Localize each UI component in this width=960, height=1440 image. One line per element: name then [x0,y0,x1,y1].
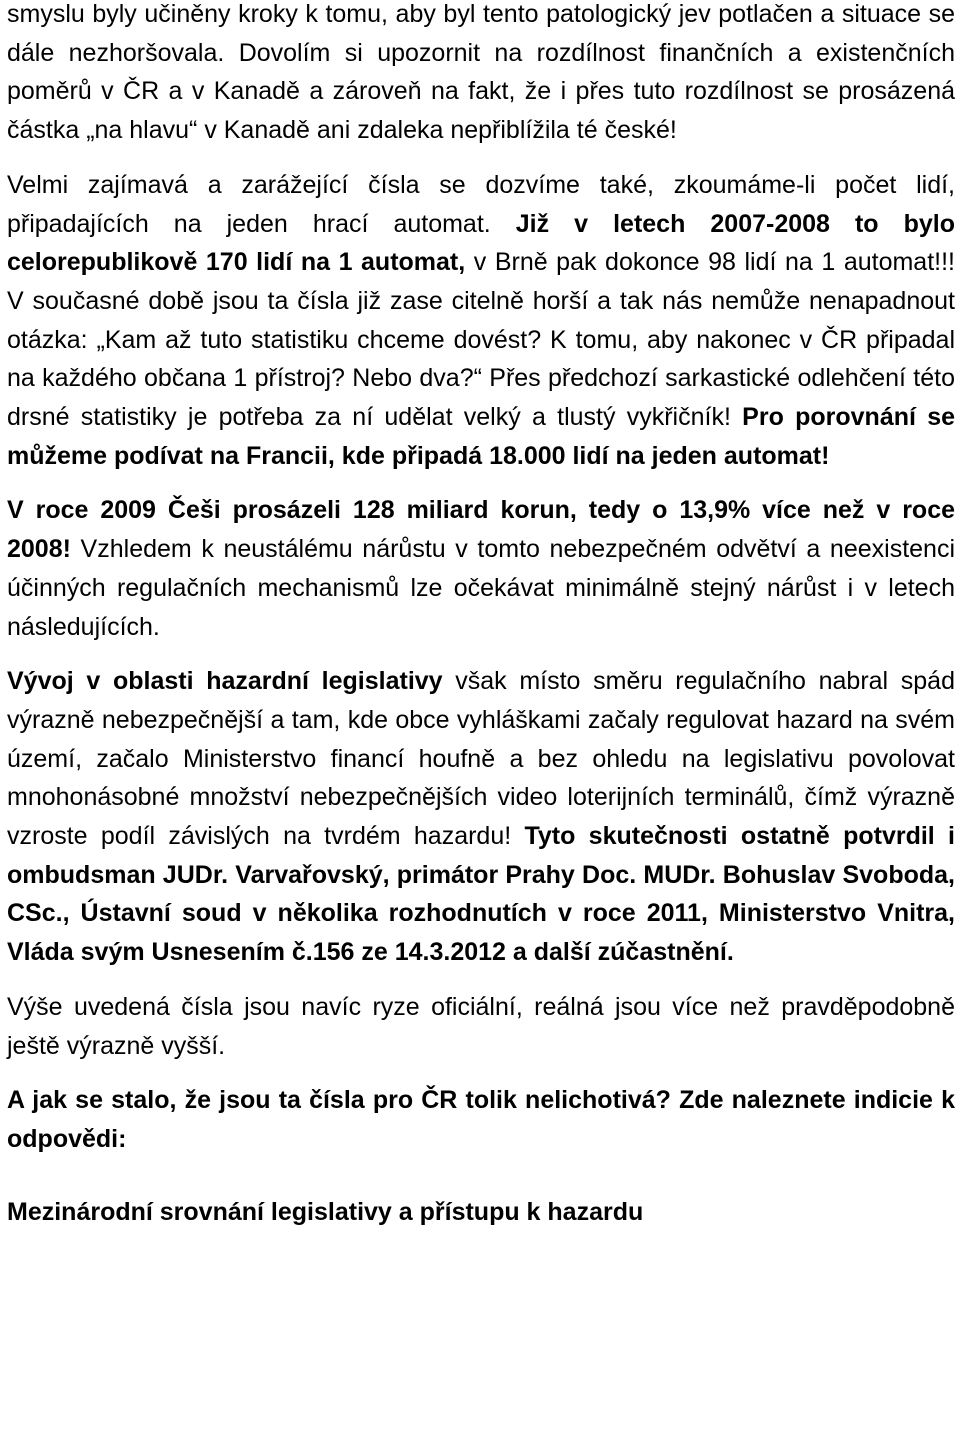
text-run: Výše uvedená čísla jsou navíc ryze oficiální, reálná jsou více než pravděpodobně ještě výrazně vyšší. [7,992,955,1060]
bold-text-run: Tyto skutečnosti ostatně potvrdil i ombudsman JUDr. Varvařovský, primátor Prahy Doc. MUDr. Bohuslav Svoboda, CSc., Ústavní soud v několika rozhodnutích v roce 2011, Ministerstvo Vnitra, Vláda svým Usnesením č.156 ze 14.3.2012 a další zúčastnění. [7,822,955,967]
bold-text-run: V roce 2009 Češi prosázeli 128 miliard korun, tedy o 13,9% více než v roce 2008! [7,496,955,564]
bold-text-run: A jak se stalo, že jsou ta čísla pro ČR tolik nelichotivá? Zde naleznete indicie k odpovědi: [7,1086,955,1153]
text-run: smyslu byly učiněny kroky k tomu, aby byl tento patologický jev potlačen a situace se dále nezhoršovala. Dovolím si upozornit na rozdílnost finančních a existenčních poměrů v ČR a v Kanadě a zároveň na fakt, že i přes tuto rozdílnost se prosázená částka „na hlavu“ v Kanadě ani zdaleka nepřiblížila té české! [7,0,955,145]
section-heading: Mezinárodní srovnání legislativy a přístupu k hazardu [7,1197,644,1226]
document-page [7,0,955,1231]
text-run: Vzhledem k neustálému nárůstu v tomto nebezpečném odvětví a neexistenci účinných regulačních mechanismů lze očekávat minimálně stejný nárůst i v letech následujících. [7,535,955,641]
bold-text-run: Vývoj v oblasti hazardní legislativy [7,667,443,696]
paragraph-4 [7,662,955,972]
paragraph-6 [7,1081,955,1158]
bold-text-run: Již v letech 2007-2008 to bylo celorepublikově 170 lidí na 1 automat, [7,209,955,277]
text-run: v Brně pak dokonce 98 lidí na 1 automat!!! V současné době jsou ta čísla již zase citelně horší a tak nás nemůže nenapadnout otázka: „Kam až tuto statistiku chceme dovést? K tomu, aby nakonec v ČR připadal na každého občana 1 přístroj? Nebo dva?“ Přes předchozí sarkastické odlehčení této drsné statistiky je potřeba za ní udělat velký a tlustý vykřičník! [7,248,955,432]
paragraph-3 [7,491,955,646]
bold-text-run: Pro porovnání se můžeme podívat na Francii, kde připadá 18.000 lidí na jeden automat! [7,403,955,470]
text-run: Velmi zajímavá a zarážející čísla se dozvíme také, zkoumáme-li počet lidí, připadajících na jeden hrací automat. [7,170,955,238]
text-run: však místo směru regulačního nabral spád výrazně nebezpečnější a tam, kde obce vyhláškami začaly regulovat hazard na svém území, začalo Ministerstvo financí houfně a bez ohledu na legislativu povolovat mnohonásobné množství nebezpečnějších video loterijních terminálů, čímž výrazně vzroste podíl závislých na tvrdém hazardu! [7,667,955,851]
paragraph-1 [7,0,955,150]
paragraph-5 [7,988,955,1065]
paragraph-2 [7,166,955,476]
